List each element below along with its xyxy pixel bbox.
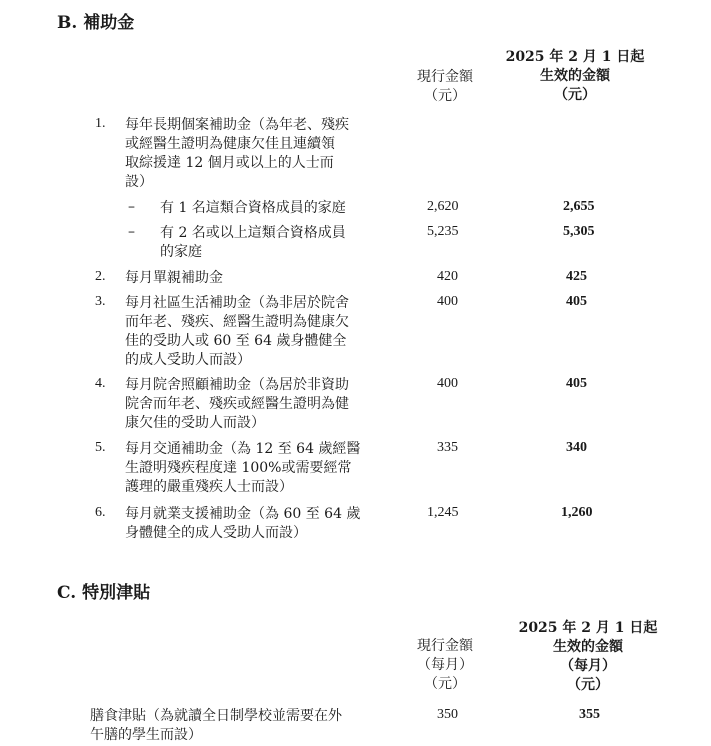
header-current-line: （每月） [417, 657, 473, 673]
item-number: 1. [95, 116, 106, 131]
header-new-amount [500, 48, 650, 105]
desc-line: 生證明殘疾程度達 100%或需要經常 [125, 460, 352, 476]
current-amount: 400 [437, 376, 458, 391]
sub-item-dash: – [128, 224, 135, 240]
item-description [125, 505, 360, 543]
desc-line: 膳食津貼（為就讀全日制學校並需要在外 [90, 708, 342, 724]
header-new-line: （每月） [560, 658, 616, 674]
item-description [125, 116, 349, 192]
new-amount: 405 [566, 294, 587, 309]
desc-line: 佳的受助人或 60 至 64 歲身體健全 [125, 333, 347, 349]
desc-line: 或經醫生證明為健康欠佳且連續領 [125, 136, 335, 152]
current-amount: 335 [437, 440, 458, 455]
desc-line: 的成人受助人而設） [125, 352, 251, 368]
desc-line: 的家庭 [160, 244, 202, 260]
sub-item-dash: – [128, 199, 135, 215]
desc-line: 康欠佳的受助人而設） [125, 415, 265, 431]
new-amount: 425 [566, 269, 587, 284]
header-new-line: 生效的金額 [540, 68, 610, 84]
desc-line: 取綜援達 12 個月或以上的人士而 [125, 155, 334, 171]
item-number: 5. [95, 440, 106, 455]
current-amount: 420 [437, 269, 458, 284]
sub-item-description [160, 224, 346, 262]
desc-line: 每月院舍照顧補助金（為居於非資助 [125, 377, 349, 393]
header-new-line: 2025 年 2 月 1 日起 [518, 620, 658, 636]
desc-line: 院舍而年老、殘疾或經醫生證明為健 [125, 396, 349, 412]
section-c-title: C. 特別津貼 [57, 583, 151, 603]
new-amount: 5,305 [563, 224, 595, 239]
item-number: 2. [95, 269, 106, 284]
item-description [125, 440, 360, 497]
desc-line: 每月單親補助金 [125, 270, 223, 286]
header-current-amount [405, 68, 485, 106]
section-b-title: B. 補助金 [57, 13, 135, 33]
header-current-line: 現行金額 [417, 69, 473, 85]
current-amount: 400 [437, 294, 458, 309]
item-description [125, 294, 349, 370]
current-amount: 5,235 [427, 224, 459, 239]
header-current-amount [405, 637, 485, 694]
header-new-line: 生效的金額 [553, 639, 623, 655]
new-amount: 355 [579, 707, 600, 722]
desc-line: 有 1 名這類合資格成員的家庭 [160, 200, 346, 216]
item-description [90, 707, 342, 745]
header-new-line: （元） [567, 677, 609, 693]
item-number: 4. [95, 376, 106, 391]
desc-line: 午膳的學生而設） [90, 727, 202, 743]
desc-line: 每月社區生活補助金（為非居於院舍 [125, 295, 349, 311]
header-current-line: （元） [424, 676, 466, 692]
desc-line: 護理的嚴重殘疾人士而設） [125, 479, 293, 495]
desc-line: 而年老、殘疾、經醫生證明為健康欠 [125, 314, 349, 330]
current-amount: 2,620 [427, 199, 459, 214]
item-description [125, 269, 223, 288]
current-amount: 350 [437, 707, 458, 722]
item-number: 6. [95, 505, 106, 520]
new-amount: 1,260 [561, 505, 593, 520]
header-current-line: （元） [424, 88, 466, 104]
new-amount: 2,655 [563, 199, 595, 214]
header-current-line: 現行金額 [417, 638, 473, 654]
header-new-line: 2025 年 2 月 1 日起 [505, 49, 645, 65]
desc-line: 每月就業支援補助金（為 60 至 64 歲 [125, 506, 361, 522]
sub-item-description [160, 199, 346, 218]
desc-line: 身體健全的成人受助人而設） [125, 525, 307, 541]
current-amount: 1,245 [427, 505, 459, 520]
item-number: 3. [95, 294, 106, 309]
header-new-amount [513, 619, 663, 695]
item-description [125, 376, 349, 433]
new-amount: 405 [566, 376, 587, 391]
desc-line: 每月交通補助金（為 12 至 64 歲經醫 [125, 441, 361, 457]
desc-line: 每年長期個案補助金（為年老、殘疾 [125, 117, 349, 133]
desc-line: 設） [125, 174, 153, 190]
header-new-line: （元） [554, 87, 596, 103]
desc-line: 有 2 名或以上這類合資格成員 [160, 225, 346, 241]
new-amount: 340 [566, 440, 587, 455]
